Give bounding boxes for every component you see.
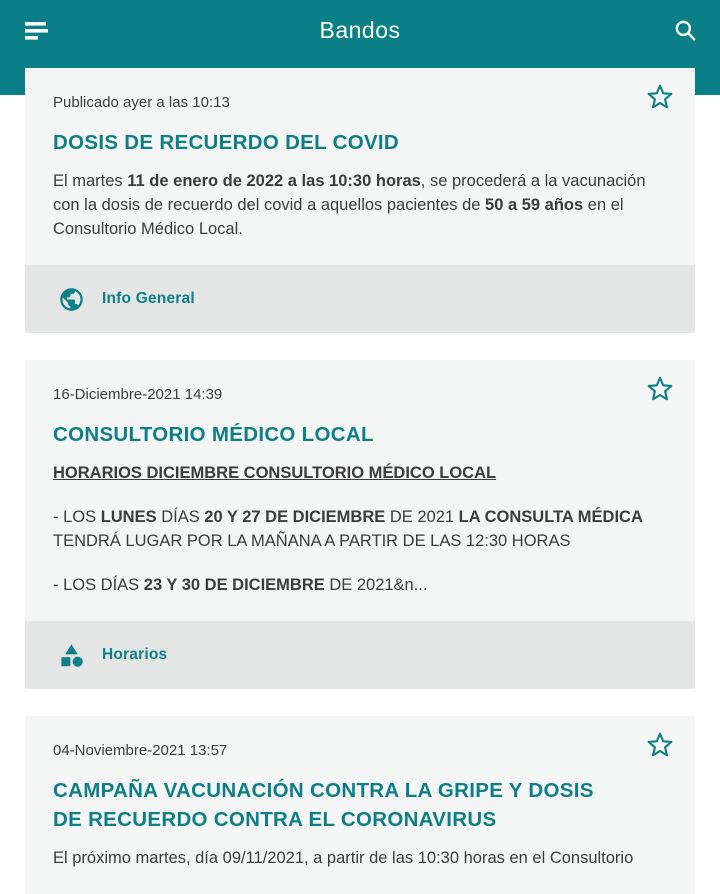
- menu-button[interactable]: [16, 11, 56, 52]
- announcement-card[interactable]: [25, 68, 695, 333]
- star-outline-icon: [645, 392, 675, 407]
- star-outline-icon: [645, 100, 675, 115]
- card-title: CONSULTORIO MÉDICO LOCAL: [53, 423, 374, 446]
- toolbar: [0, 0, 720, 62]
- card-list: [0, 68, 720, 894]
- card-title: DOSIS DE RECUERDO DEL COVID: [53, 131, 400, 154]
- card-body: [53, 169, 667, 241]
- card-body: [53, 846, 667, 870]
- card-main: [25, 716, 695, 894]
- category-label: Horarios: [102, 646, 168, 663]
- card-date: Publicado ayer a las 10:13: [53, 94, 230, 111]
- announcement-card[interactable]: [25, 716, 695, 894]
- card-paragraph: El próximo martes, día 09/11/2021, a partir de las 10:30 horas en el Consultorio: [53, 849, 634, 867]
- card-main: [25, 360, 695, 621]
- card-paragraph: HORARIOS DICIEMBRE CONSULTORIO MÉDICO LOCAL: [53, 464, 497, 482]
- card-category[interactable]: [25, 265, 695, 333]
- page-title: Bandos: [319, 17, 401, 43]
- category-icon: [58, 642, 85, 669]
- favorite-button[interactable]: [641, 726, 679, 767]
- card-date: 04-Noviembre-2021 13:57: [53, 742, 228, 759]
- globe-icon: [58, 286, 85, 313]
- card-date: 16-Diciembre-2021 14:39: [53, 386, 223, 403]
- card-body: [53, 461, 667, 597]
- card-category[interactable]: [25, 621, 695, 689]
- favorite-button[interactable]: [641, 370, 679, 411]
- announcement-card[interactable]: [25, 360, 695, 689]
- category-label: Info General: [102, 290, 195, 307]
- card-main: [25, 68, 695, 265]
- card-paragraph: - LOS DÍAS 23 Y 30 DE DICIEMBRE DE 2021&n...: [53, 576, 428, 594]
- search-button[interactable]: [666, 11, 704, 52]
- card-title: CAMPAÑA VACUNACIÓN CONTRA LA GRIPE Y DOSIS DE RECUERDO CONTRA EL CORONAVIRUS: [53, 779, 594, 831]
- search-icon: [672, 17, 698, 46]
- menu-icon: [22, 17, 50, 46]
- star-outline-icon: [645, 748, 675, 763]
- favorite-button[interactable]: [641, 78, 679, 119]
- card-paragraph: El martes 11 de enero de 2022 a las 10:30 horas, se procederá a la vacunación con la dosis de recuerdo del covid a aquellos pacientes de 50 a 59 años en el Consultorio Médico Local.: [53, 172, 646, 238]
- card-paragraph: - LOS LUNES DÍAS 20 Y 27 DE DICIEMBRE DE 2021 LA CONSULTA MÉDICA TENDRÁ LUGAR POR LA MAÑANA A PARTIR DE LAS 12:30 HORAS: [53, 508, 643, 550]
